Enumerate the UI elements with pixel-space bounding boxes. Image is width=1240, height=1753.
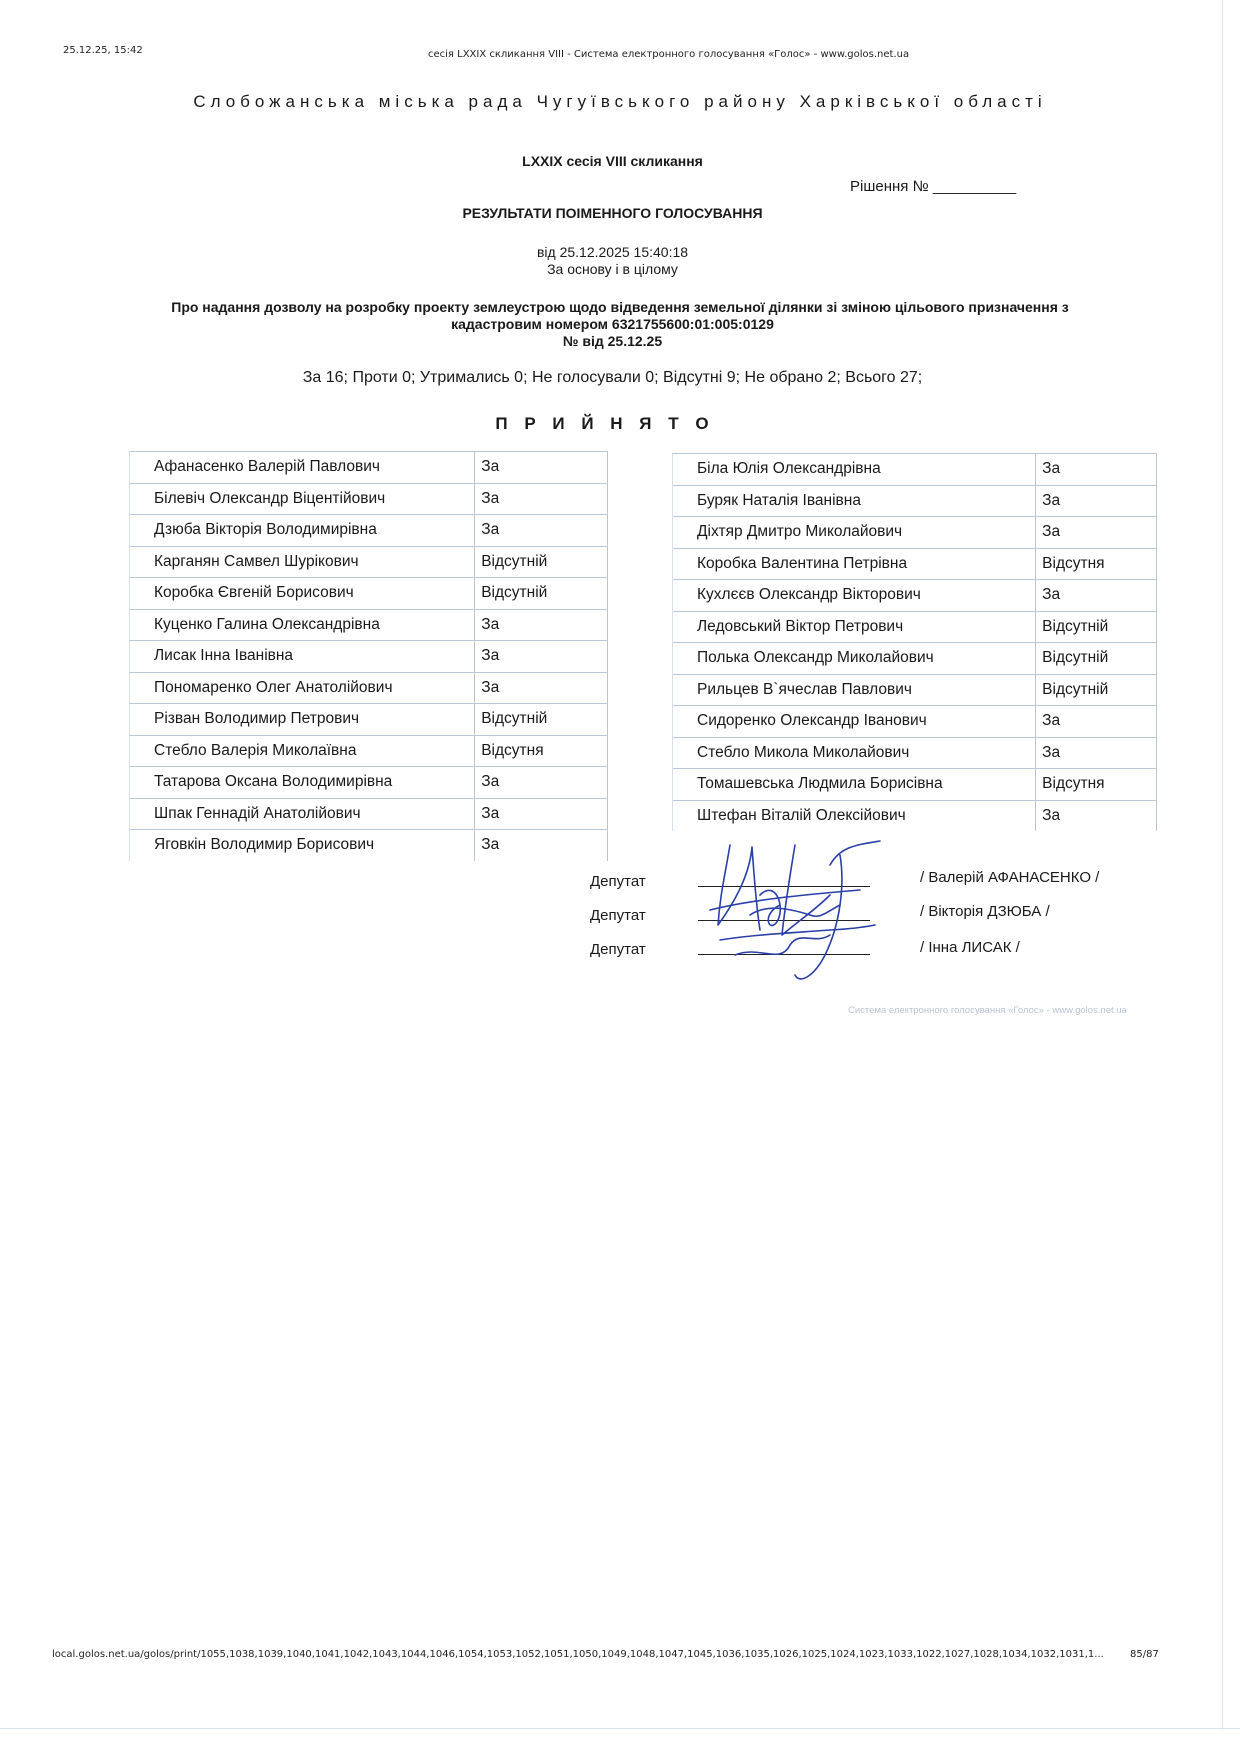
vote-row: [673, 454, 1157, 486]
vote-row: [673, 737, 1157, 769]
signature-role-3: Депутат: [590, 941, 646, 958]
deputy-name: Пономаренко Олег Анатолійович: [130, 672, 475, 704]
vote-row: [130, 641, 608, 673]
deputy-vote: За: [475, 609, 608, 641]
deputy-vote: Відсутня: [1036, 548, 1157, 580]
deputy-name: Коробка Валентина Петрівна: [673, 548, 1036, 580]
signature-role-1: Депутат: [590, 873, 646, 890]
vote-row: [673, 611, 1157, 643]
deputy-vote: Відсутній: [475, 546, 608, 578]
print-footer-page: 85/87: [1130, 1649, 1159, 1660]
vote-result: П Р И Й Н Я Т О: [495, 414, 715, 433]
signature-name-3: / Інна ЛИСАК /: [920, 939, 1020, 956]
deputy-name: Біла Юлія Олександрівна: [673, 454, 1036, 486]
vote-datetime: від 25.12.2025 15:40:18: [536, 244, 689, 260]
vote-summary: За 16; Проти 0; Утримались 0; Не голосували 0; Відсутні 9; Не обрано 2; Всього 27;: [302, 369, 923, 386]
vote-row: [673, 769, 1157, 801]
deputy-name: Полька Олександр Миколайович: [673, 643, 1036, 675]
deputy-vote: За: [1036, 454, 1157, 486]
vote-row: [673, 548, 1157, 580]
deputy-vote: За: [475, 798, 608, 830]
deputy-name: Діхтяр Дмитро Миколайович: [673, 517, 1036, 549]
vote-row: [673, 580, 1157, 612]
deputy-vote: Відсутній: [1036, 674, 1157, 706]
deputy-name: Стебло Микола Миколайович: [673, 737, 1036, 769]
deputy-vote: За: [475, 452, 608, 484]
scan-edge-right: [1222, 0, 1223, 1730]
deputy-vote: За: [1036, 706, 1157, 738]
deputy-vote: За: [1036, 517, 1157, 549]
deputy-name: Стебло Валерія Миколаївна: [130, 735, 475, 767]
signature-role-2: Депутат: [590, 907, 646, 924]
vote-kind: За основу і в цілому: [547, 261, 678, 277]
deputy-vote: За: [475, 830, 608, 861]
deputy-name: Афанасенко Валерій Павлович: [130, 452, 475, 484]
print-footer-url: local.golos.net.ua/golos/print/1055,1038,1039,1040,1041,1042,1043,1044,1046,1054,1053,1052,1051,1050,1049,1048,1047,1045,1036,1035,1026,1025,1024,1023,1033,1022,1027,1028,1034,1032,1031,1...: [52, 1649, 1104, 1660]
signature-name-1: / Валерій АФАНАСЕНКО /: [920, 869, 1100, 886]
vote-row: [130, 704, 608, 736]
deputy-name: Ледовський Віктор Петрович: [673, 611, 1036, 643]
deputy-vote: За: [475, 641, 608, 673]
print-datetime: 25.12.25, 15:42: [63, 45, 143, 56]
vote-row: [673, 643, 1157, 675]
vote-row: [130, 609, 608, 641]
vote-table-left: [129, 451, 608, 861]
deputy-vote: Відсутня: [1036, 769, 1157, 801]
vote-row: [130, 483, 608, 515]
vote-row: [130, 767, 608, 799]
vote-row: [130, 546, 608, 578]
deputy-name: Різван Володимир Петрович: [130, 704, 475, 736]
vote-row: [130, 735, 608, 767]
deputy-name: Сидоренко Олександр Іванович: [673, 706, 1036, 738]
vote-row: [130, 452, 608, 484]
vote-row: [130, 672, 608, 704]
deputy-vote: Відсутній: [475, 704, 608, 736]
deputy-name: Буряк Наталія Іванівна: [673, 485, 1036, 517]
subject-line-2: кадастровим номером 6321755600:01:005:0129: [451, 316, 774, 332]
handwritten-signature: [690, 835, 890, 985]
scan-edge-bottom: [0, 1728, 1240, 1729]
deputy-vote: За: [475, 515, 608, 547]
system-watermark: Система електронного голосування «Голос» - www.golos.net.ua: [848, 1005, 1127, 1016]
vote-row: [673, 706, 1157, 738]
deputy-vote: Відсутній: [475, 578, 608, 610]
vote-row: [673, 800, 1157, 831]
deputy-vote: Відсутня: [475, 735, 608, 767]
vote-row: [673, 485, 1157, 517]
deputy-vote: За: [475, 483, 608, 515]
deputy-name: Шпак Геннадій Анатолійович: [130, 798, 475, 830]
vote-row: [130, 578, 608, 610]
deputy-name: Яговкін Володимир Борисович: [130, 830, 475, 861]
session-title: LXXIX сесія VIII скликання: [522, 153, 703, 169]
deputy-name: Лисак Інна Іванівна: [130, 641, 475, 673]
vote-row: [673, 517, 1157, 549]
print-page-title: сесія LXXIX скликання VIII - Система електронного голосування «Голос» - www.golos.net.ua: [428, 49, 910, 60]
deputy-vote: За: [1036, 485, 1157, 517]
vote-row: [130, 830, 608, 861]
document-title: РЕЗУЛЬТАТИ ПОІМЕННОГО ГОЛОСУВАННЯ: [462, 205, 763, 221]
deputy-name: Томашевська Людмила Борисівна: [673, 769, 1036, 801]
deputy-vote: За: [475, 767, 608, 799]
decision-number: Рішення № __________: [850, 178, 1017, 195]
deputy-name: Білевіч Олександр Віцентійович: [130, 483, 475, 515]
deputy-vote: Відсутній: [1036, 611, 1157, 643]
deputy-vote: За: [1036, 737, 1157, 769]
deputy-name: Карганян Самвел Шурікович: [130, 546, 475, 578]
deputy-name: Татарова Оксана Володимирівна: [130, 767, 475, 799]
deputy-name: Дзюба Вікторія Володимирівна: [130, 515, 475, 547]
vote-row: [673, 674, 1157, 706]
deputy-name: Штефан Віталій Олексійович: [673, 800, 1036, 831]
deputy-name: Кухлєєв Олександр Вікторович: [673, 580, 1036, 612]
deputy-vote: За: [1036, 580, 1157, 612]
signature-name-2: / Вікторія ДЗЮБА /: [920, 903, 1050, 920]
deputy-vote: За: [475, 672, 608, 704]
vote-row: [130, 798, 608, 830]
deputy-name: Куценко Галина Олександрівна: [130, 609, 475, 641]
subject-line-3: № від 25.12.25: [562, 333, 663, 349]
vote-row: [130, 515, 608, 547]
deputy-vote: За: [1036, 800, 1157, 831]
deputy-name: Коробка Євгеній Борисович: [130, 578, 475, 610]
council-name: Слобожанська міська рада Чугуївського району Харківської області: [193, 92, 1047, 111]
vote-table-right: [672, 453, 1157, 831]
deputy-name: Рильцев В`ячеслав Павлович: [673, 674, 1036, 706]
subject-line-1: Про надання дозволу на розробку проекту землеустрою щодо відведення земельної ділянки зі зміною цільового призначення з: [171, 299, 1069, 315]
deputy-vote: Відсутній: [1036, 643, 1157, 675]
